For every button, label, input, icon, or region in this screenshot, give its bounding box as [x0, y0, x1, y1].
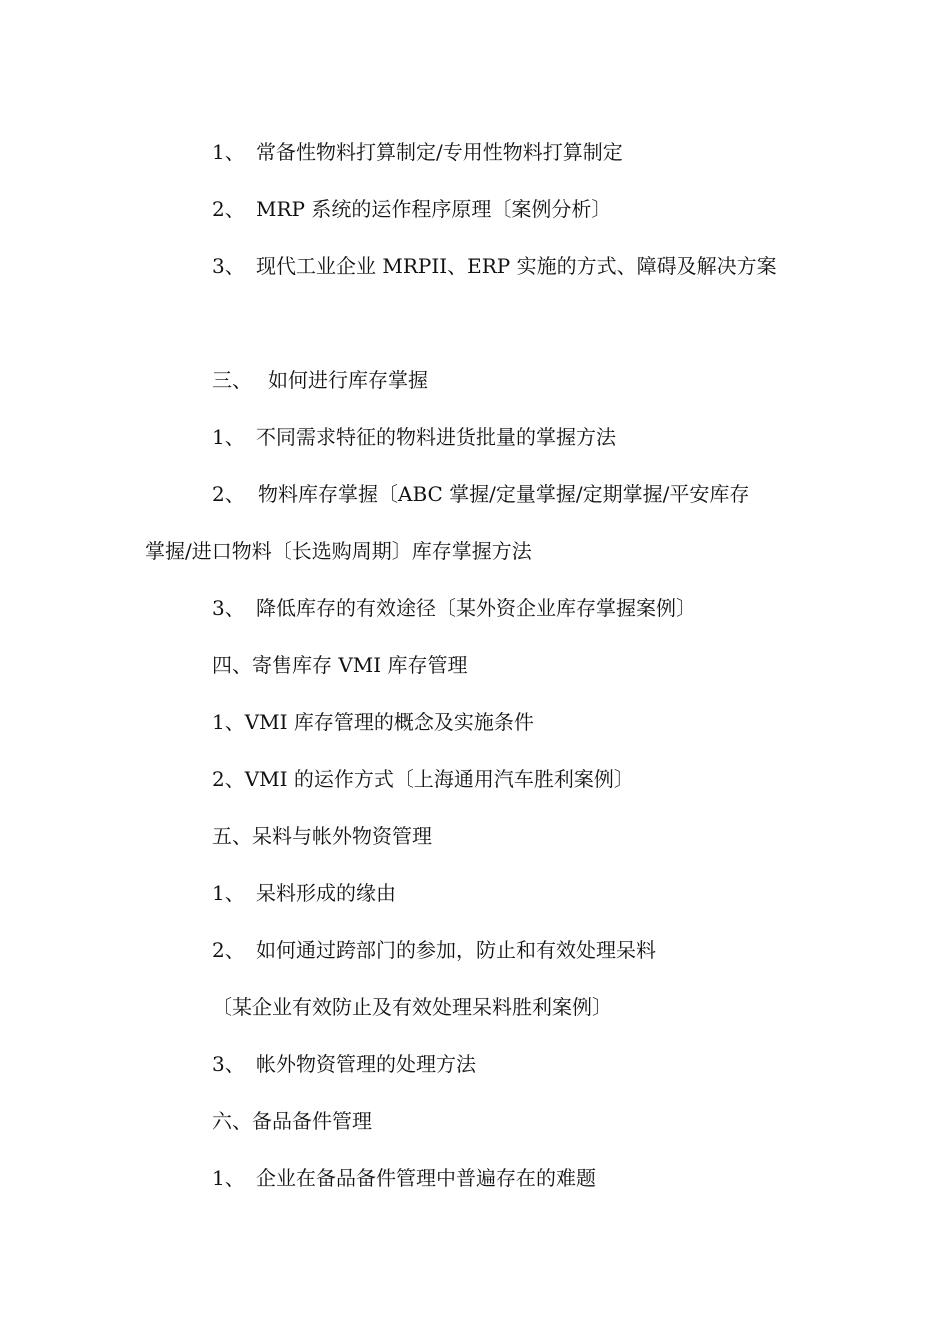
list-item [212, 195, 611, 223]
section-title: 五、呆料与帐外物资管理 [212, 824, 432, 848]
section-heading [212, 1107, 372, 1135]
item-text: 帐外物资管理的处理方法 [256, 1052, 476, 1076]
item-number: 1、 [212, 140, 245, 164]
item-text: 常备性物料打算制定/专用性物料打算制定 [256, 140, 623, 164]
list-item [212, 936, 656, 964]
section-heading [212, 366, 428, 394]
item-number: 2、 [212, 197, 245, 221]
list-item [212, 138, 623, 166]
list-item [212, 423, 616, 451]
section-title: 如何进行库存掌握 [268, 368, 428, 392]
item-text: 呆料形成的缘由 [256, 881, 396, 905]
item-text: 降低库存的有效途径〔某外资企业库存掌握案例〕 [256, 596, 696, 620]
section-title: 六、备品备件管理 [212, 1109, 372, 1133]
item-text: 物料库存掌握〔ABC 掌握/定量掌握/定期掌握/平安库存 [258, 482, 750, 506]
list-item [212, 480, 749, 508]
item-text: MRP 系统的运作程序原理〔案例分析〕 [256, 197, 612, 221]
item-text: 不同需求特征的物料进货批量的掌握方法 [256, 425, 616, 449]
section-heading [212, 651, 468, 679]
list-item [212, 708, 534, 736]
section-number: 三、 [212, 368, 252, 392]
item-text: 〔某企业有效防止及有效处理呆料胜利案例〕 [212, 995, 612, 1019]
item-number: 1、 [212, 1166, 245, 1190]
item-number: 3、 [212, 1052, 245, 1076]
list-item [212, 1050, 476, 1078]
item-text: 掌握/进口物料〔长选购周期〕库存掌握方法 [145, 539, 532, 563]
item-text: 现代工业企业 MRPII、ERP 实施的方式、障碍及解决方案 [256, 254, 777, 278]
section-title: 四、寄售库存 VMI 库存管理 [212, 653, 468, 677]
section-heading [212, 822, 432, 850]
item-number: 2、 [212, 482, 245, 506]
item-number: 3、 [212, 254, 245, 278]
item-number: 3、 [212, 596, 245, 620]
list-item [212, 879, 396, 907]
item-text: 如何通过跨部门的参加，防止和有效处理呆料 [256, 938, 656, 962]
item-text: 企业在备品备件管理中普遍存在的难题 [256, 1166, 596, 1190]
item-text: 2、VMI 的运作方式〔上海通用汽车胜利案例〕 [212, 767, 634, 791]
list-item [212, 252, 777, 280]
list-item [212, 1164, 596, 1192]
continuation-line [145, 537, 532, 565]
item-number: 1、 [212, 881, 245, 905]
list-item [212, 594, 696, 622]
list-item [212, 765, 634, 793]
item-number: 2、 [212, 938, 245, 962]
item-number: 1、 [212, 425, 245, 449]
item-text: 1、VMI 库存管理的概念及实施条件 [212, 710, 534, 734]
continuation-line [212, 993, 612, 1021]
